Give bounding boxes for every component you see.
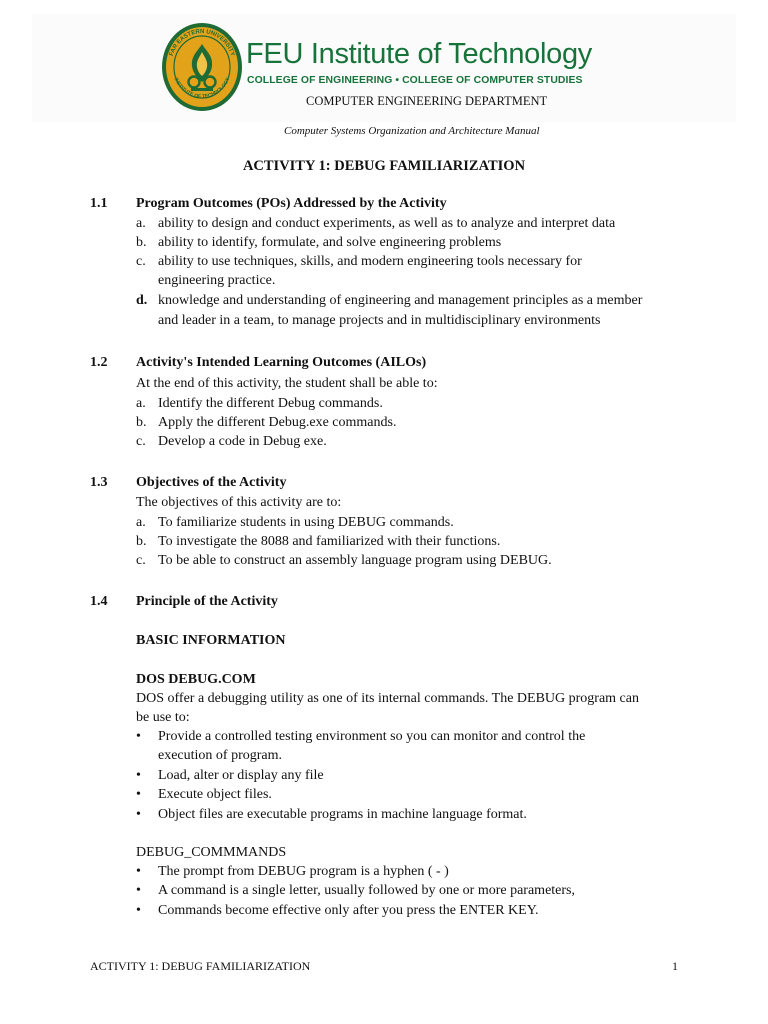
list-item-text: ability to design and conduct experiments, as well as to analyze and interpret data bbox=[158, 216, 616, 231]
list-marker: a. bbox=[136, 515, 146, 530]
section-number: 1.2 bbox=[90, 355, 108, 370]
page-number: 1 bbox=[672, 959, 678, 973]
subheading-debug-commands: DEBUG_COMMMANDS bbox=[136, 845, 287, 860]
list-marker: b. bbox=[136, 235, 147, 250]
bullet: • bbox=[136, 864, 141, 879]
bullet-item: Object files are executable programs in machine language format. bbox=[158, 807, 527, 822]
bullet: • bbox=[136, 883, 141, 898]
bullet-item: Execute object files. bbox=[158, 787, 272, 802]
list-item bbox=[158, 252, 678, 272]
section-title: Program Outcomes (POs) Addressed by the Activity bbox=[136, 196, 447, 211]
activity-title: ACTIVITY 1: DEBUG FAMILIARIZATION bbox=[242, 158, 526, 174]
bullet-item: Commands become effective only after you press the ENTER KEY. bbox=[158, 903, 539, 918]
section-intro: At the end of this activity, the student shall be able to: bbox=[136, 376, 438, 391]
institution-name: FEU Institute of Technology bbox=[246, 38, 593, 70]
bullet: • bbox=[136, 729, 141, 744]
list-marker: b. bbox=[136, 415, 147, 430]
list-item-text: knowledge and understanding of engineering and management principles as a member bbox=[158, 293, 643, 308]
bullet-item: The prompt from DEBUG program is a hyphen ( - ) bbox=[158, 864, 449, 879]
subheading-basic-information: BASIC INFORMATION bbox=[136, 633, 286, 648]
seal-text-bottom: INSTITUTE OF TECHNOLOGY bbox=[172, 76, 232, 100]
list-marker: a. bbox=[136, 396, 146, 411]
bullet: • bbox=[136, 768, 141, 783]
list-marker: a. bbox=[136, 216, 146, 231]
list-item: To investigate the 8088 and familiarized with their functions. bbox=[158, 534, 501, 549]
list-item-continuation bbox=[158, 271, 678, 291]
bullet-item: Provide a controlled testing environment so you can monitor and control the bbox=[158, 729, 586, 744]
bullet-item: A command is a single letter, usually followed by one or more parameters, bbox=[158, 883, 575, 898]
paragraph: be use to: bbox=[136, 710, 190, 725]
footer-title: ACTIVITY 1: DEBUG FAMILIARIZATION bbox=[90, 959, 311, 973]
list-marker: b. bbox=[136, 534, 147, 549]
section-title: Objectives of the Activity bbox=[136, 475, 287, 490]
bullet: • bbox=[136, 903, 141, 918]
list-item bbox=[158, 214, 678, 234]
bullet: • bbox=[136, 787, 141, 802]
list-item-continuation bbox=[158, 311, 678, 331]
manual-title: Computer Systems Organization and Architecture Manual bbox=[284, 125, 540, 137]
section-number: 1.1 bbox=[90, 196, 108, 211]
section-number: 1.3 bbox=[90, 475, 108, 490]
list-item: To be able to construct an assembly language program using DEBUG. bbox=[158, 553, 552, 568]
list-marker: c. bbox=[136, 553, 146, 568]
bullet: • bbox=[136, 807, 141, 822]
list-item-text: and leader in a team, to manage projects and in multidisciplinary environments bbox=[158, 313, 601, 328]
section-title: Activity's Intended Learning Outcomes (AILOs) bbox=[136, 355, 427, 370]
section-number: 1.4 bbox=[90, 594, 108, 609]
section-title: Principle of the Activity bbox=[136, 594, 278, 609]
university-seal-logo bbox=[161, 22, 243, 112]
seal-text-top: FAR EASTERN UNIVERSITY bbox=[168, 28, 236, 57]
department-name: COMPUTER ENGINEERING DEPARTMENT bbox=[306, 94, 548, 108]
paragraph: DOS offer a debugging utility as one of its internal commands. The DEBUG program can bbox=[136, 691, 639, 706]
colleges-line: COLLEGE OF ENGINEERING • COLLEGE OF COMPUTER STUDIES bbox=[247, 75, 583, 86]
list-item bbox=[158, 291, 678, 311]
list-item-text: ability to identify, formulate, and solve engineering problems bbox=[158, 235, 502, 250]
subheading-dos-debug: DOS DEBUG.COM bbox=[136, 672, 256, 687]
list-item: Identify the different Debug commands. bbox=[158, 396, 383, 411]
list-marker: c. bbox=[136, 254, 146, 269]
list-item-text: engineering practice. bbox=[158, 273, 276, 288]
list-item: Develop a code in Debug exe. bbox=[158, 434, 327, 449]
section-intro: The objectives of this activity are to: bbox=[136, 495, 342, 510]
bullet-item: Load, alter or display any file bbox=[158, 768, 324, 783]
list-marker: d. bbox=[136, 293, 148, 308]
list-item bbox=[158, 233, 678, 253]
list-item-text: ability to use techniques, skills, and modern engineering tools necessary for bbox=[158, 254, 582, 269]
list-item: Apply the different Debug.exe commands. bbox=[158, 415, 397, 430]
list-item: To familiarize students in using DEBUG commands. bbox=[158, 515, 454, 530]
bullet-item-continuation: execution of program. bbox=[158, 748, 283, 763]
list-marker: c. bbox=[136, 434, 146, 449]
